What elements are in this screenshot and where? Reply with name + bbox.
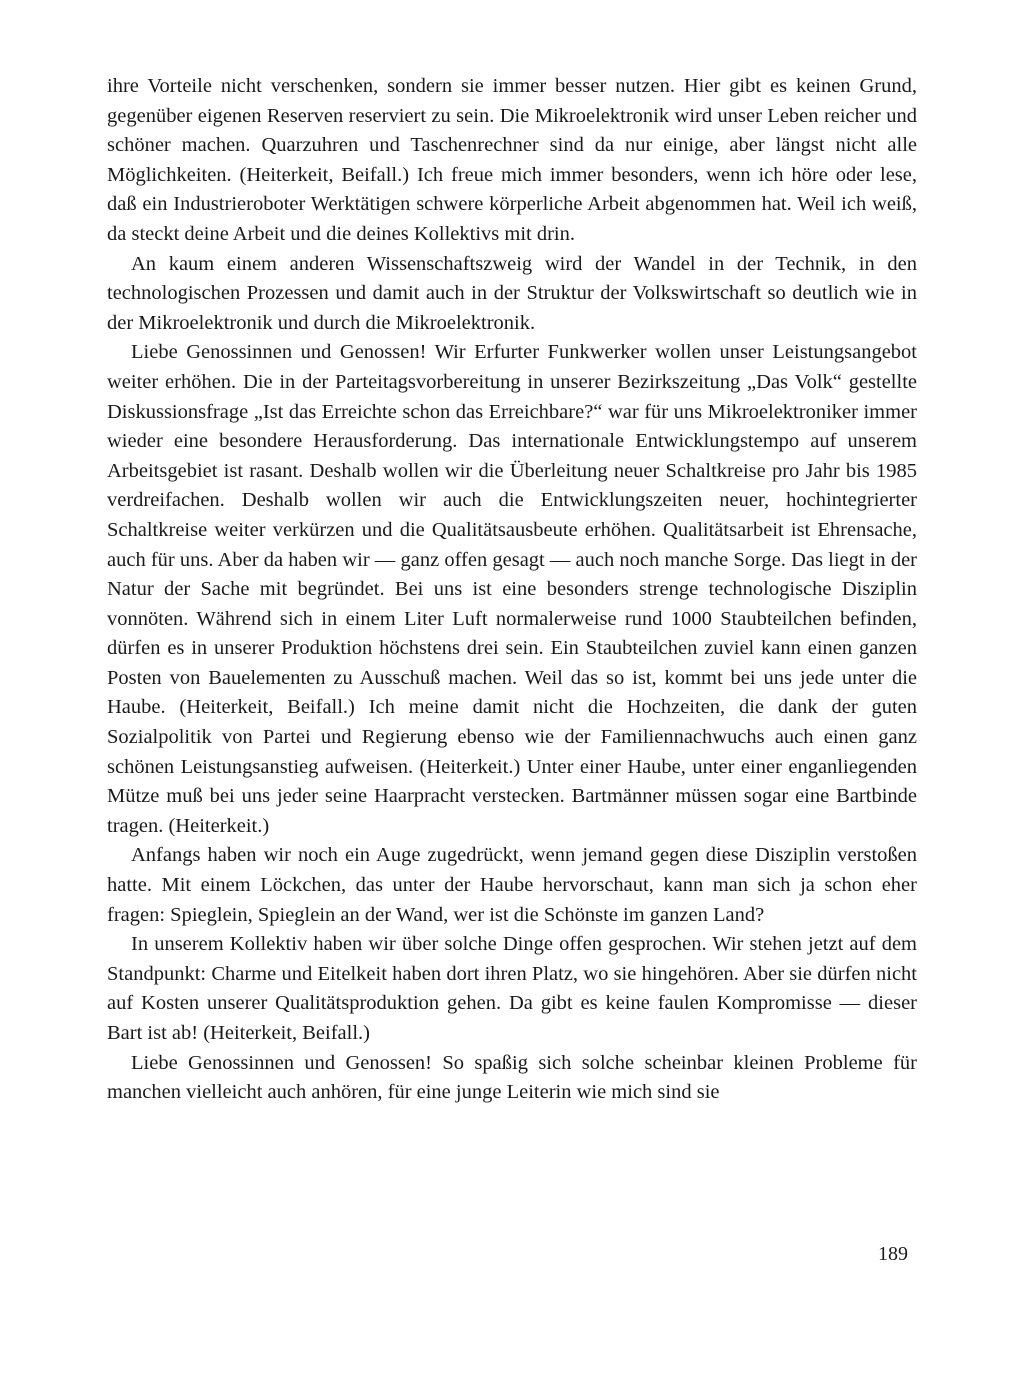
body-text bbox=[107, 72, 917, 1108]
paragraph: In unserem Kollektiv haben wir über solche Dinge offen gesprochen. Wir stehen jetzt auf dem Standpunkt: Charme und Eitelkeit haben dort ihren Platz, wo sie hingehören. Aber sie dürfen nicht auf Kosten unserer Qualitätsproduktion gehen. Da gibt es keine faulen Kompromisse — dieser Bart ist ab! (Heiterkeit, Beifall.) bbox=[107, 933, 917, 1044]
paragraph: ihre Vorteile nicht verschenken, sondern sie immer besser nutzen. Hier gibt es keinen Grund, gegenüber eigenen Reserven reserviert zu sein. Die Mikroelektronik wird unser Leben reicher und schöner machen. Quarzuhren und Taschenrechner sind da nur einige, aber längst nicht alle Möglichkeiten. (Heiterkeit, Beifall.) Ich freue mich immer besonders, wenn ich höre oder lese, daß ein Industrieroboter Werktätigen schwere körperliche Arbeit abgenommen hat. Weil ich weiß, da steckt deine Arbeit und die deines Kollektivs mit drin. bbox=[107, 75, 917, 245]
page-number: 189 bbox=[878, 1243, 908, 1265]
paragraph: Liebe Genossinnen und Genossen! So spaßig sich solche scheinbar kleinen Probleme für manchen vielleicht auch anhören, für eine junge Leiterin wie mich sind sie bbox=[107, 1051, 917, 1104]
paragraph: Anfangs haben wir noch ein Auge zugedrückt, wenn jemand gegen diese Disziplin verstoßen hatte. Mit einem Löckchen, das unter der Haube hervorschaut, kann man sich ja schon eher fragen: Spieglein, Spieglein an der Wand, wer ist die Schönste im ganzen Land? bbox=[107, 844, 917, 926]
paragraph: An kaum einem anderen Wissenschaftszweig wird der Wandel in der Technik, in den technologischen Prozessen und damit auch in der Struktur der Volkswirtschaft so deutlich wie in der Mikroelektronik und durch die Mikroelektronik. bbox=[107, 252, 917, 334]
paragraph: Liebe Genossinnen und Genossen! Wir Erfurter Funkwerker wollen unser Leistungsangebot weiter erhöhen. Die in der Parteitagsvorbereitung in unserer Bezirkszeitung „Das Volk“ gestellte Diskussionsfrage „Ist das Erreichte schon das Erreichbare?“ war für uns Mikroelektroniker immer wieder eine besondere Herausforderung. Das internationale Entwicklungstempo auf unserem Arbeitsgebiet ist rasant. Deshalb wollen wir die Überleitung neuer Schaltkreise pro Jahr bis 1985 verdreifachen. Deshalb wollen wir auch die Entwicklungszeiten neuer, hochintegrierter Schaltkreise weiter verkürzen und die Qualitätsausbeute erhöhen. Qualitätsarbeit ist Ehrensache, auch für uns. Aber da haben wir — ganz offen gesagt — auch noch manche Sorge. Das liegt in der Natur der Sache mit begründet. Bei uns ist eine besonders strenge technologische Disziplin vonnöten. Während sich in einem Liter Luft normalerweise rund 1000 Staubteilchen befinden, dürfen es in unserer Produktion höchstens drei sein. Ein Staubteilchen zuviel kann einen ganzen Posten von Bauelementen zu Ausschuß machen. Weil das so ist, kommt bei uns jede unter die Haube. (Heiterkeit, Beifall.) Ich meine damit nicht die Hochzeiten, die dank der guten Sozialpolitik von Partei und Regierung ebenso wie der Familiennachwuchs auch einen ganz schönen Leistungsanstieg aufweisen. (Heiterkeit.) Unter einer Haube, unter einer enganliegenden Mütze muß bei uns jeder seine Haarpracht verstecken. Bartmänner müssen sogar eine Bartbinde tragen. (Heiterkeit.) bbox=[107, 341, 917, 837]
